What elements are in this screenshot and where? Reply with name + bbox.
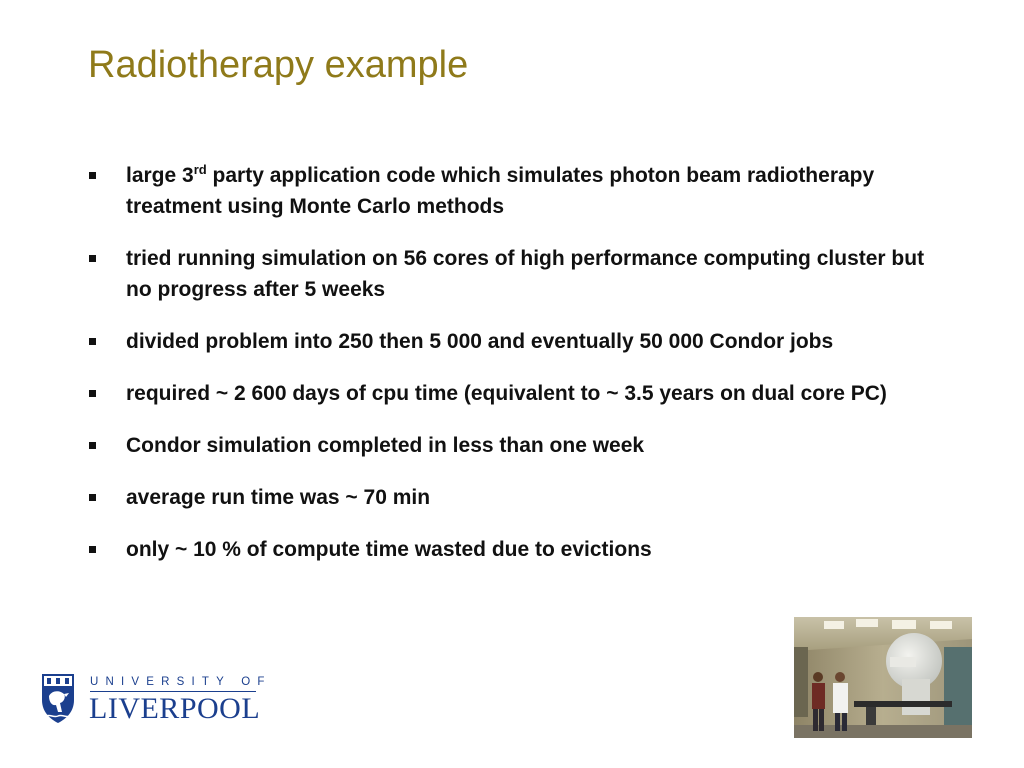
bullet-text: tried running simulation on 56 cores of high performance computing cluster but no progress after 5 weeks — [126, 247, 925, 301]
bullet-item — [88, 160, 948, 222]
bullet-text-prefix: large 3 — [126, 164, 194, 187]
square-bullet-icon — [89, 172, 96, 179]
slide-title: Radiotherapy example — [88, 44, 469, 86]
university-logo — [40, 672, 270, 728]
bullet-text: Condor simulation completed in less than one week — [126, 434, 645, 457]
bullet-item — [88, 534, 948, 565]
square-bullet-icon — [89, 442, 96, 449]
bullet-text: required ~ 2 600 days of cpu time (equivalent to ~ 3.5 years on dual core PC) — [126, 382, 887, 405]
crest-icon — [40, 672, 76, 724]
square-bullet-icon — [89, 390, 96, 397]
bullet-item — [88, 378, 948, 409]
logo-text-university-of: UNIVERSITY OF — [90, 676, 272, 688]
bullet-item — [88, 326, 948, 357]
bullet-item — [88, 430, 948, 461]
bullet-item — [88, 482, 948, 513]
bullet-text: party application code which simulates photon beam radiotherapy treatment using Monte Carlo methods — [126, 164, 875, 218]
bullet-item — [88, 243, 948, 305]
square-bullet-icon — [89, 255, 96, 262]
bullet-text: only ~ 10 % of compute time wasted due to evictions — [126, 538, 652, 561]
square-bullet-icon — [89, 546, 96, 553]
bullet-superscript: rd — [193, 162, 207, 177]
square-bullet-icon — [89, 494, 96, 501]
square-bullet-icon — [89, 338, 96, 345]
bullet-text: divided problem into 250 then 5 000 and eventually 50 000 Condor jobs — [126, 330, 834, 353]
bullet-list — [88, 160, 948, 586]
radiotherapy-room-photo — [794, 617, 972, 738]
bullet-text: average run time was ~ 70 min — [126, 486, 431, 509]
logo-text-liverpool: LIVERPOOL — [89, 692, 261, 725]
